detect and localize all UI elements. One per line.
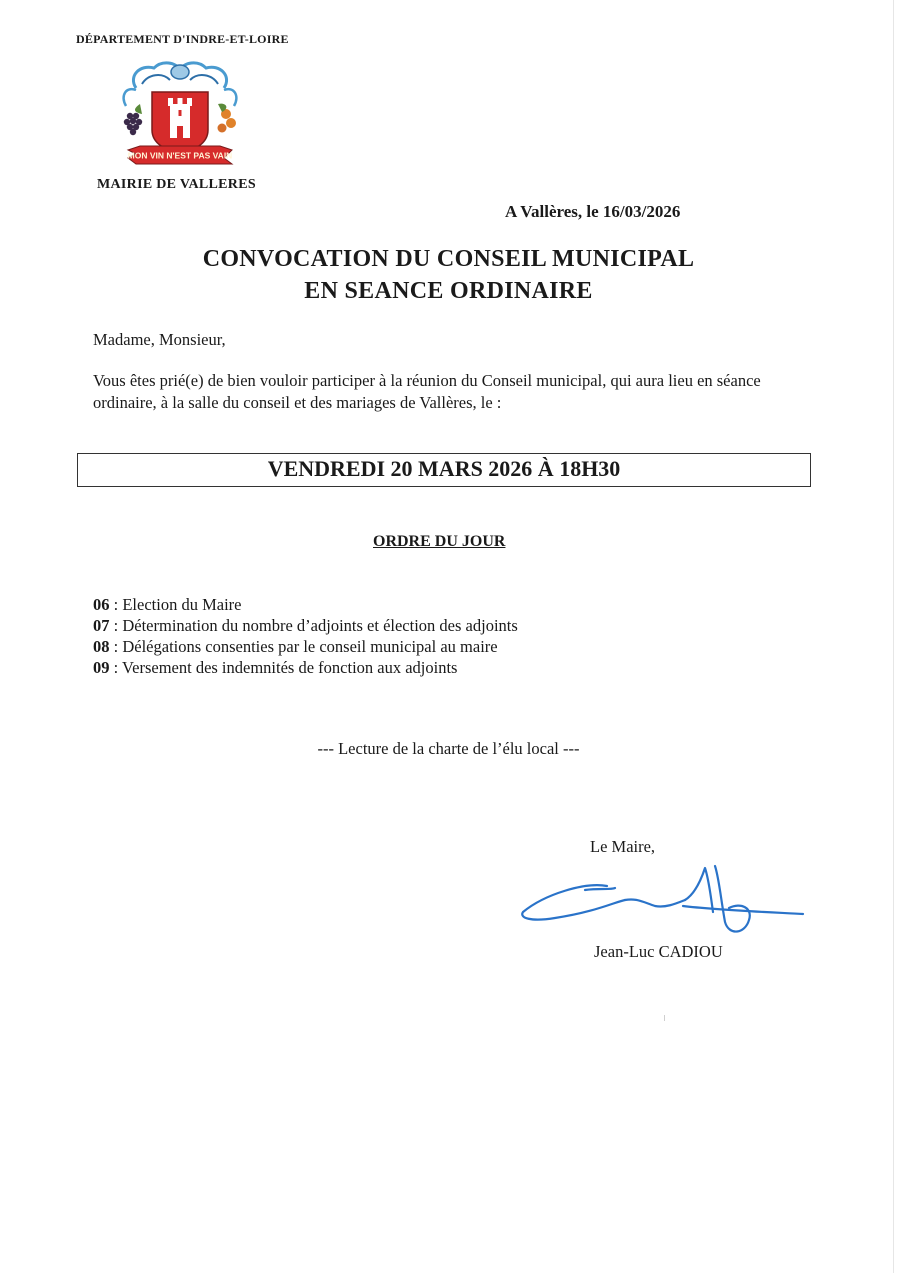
agenda-item xyxy=(93,594,518,615)
signatory-role: Le Maire, xyxy=(590,837,656,856)
meeting-datetime-box xyxy=(77,453,811,487)
crest-motto: MON VIN N'EST PAS VAIN xyxy=(127,150,233,161)
agenda-item-text: Versement des indemnités de fonction aux adjoints xyxy=(122,658,458,677)
salutation: Madame, Monsieur, xyxy=(93,330,226,349)
page-edge xyxy=(893,0,894,1273)
agenda-item-text: Election du Maire xyxy=(122,595,242,614)
agenda-item-separator: : xyxy=(109,616,123,635)
invitation-body: Vous êtes prié(e) de bien vouloir participer à la réunion du Conseil municipal, qui aura lieu en séance ordinaire, à la salle du conseil et des mariages de Vallères, le : xyxy=(93,371,761,412)
agenda-list xyxy=(93,594,518,678)
scan-speck xyxy=(664,1015,665,1021)
agenda-item-number: 09 xyxy=(93,658,110,677)
title-line-2: EN SEANCE ORDINAIRE xyxy=(304,278,593,304)
charter-reading-note: --- Lecture de la charte de l’élu local --- xyxy=(317,739,580,758)
signatory-name: Jean-Luc CADIOU xyxy=(594,942,723,961)
meeting-datetime: VENDREDI 20 MARS 2026 À 18H30 xyxy=(267,456,621,481)
department-label: DÉPARTEMENT D'INDRE-ET-LOIRE xyxy=(76,32,289,46)
agenda-item-number: 06 xyxy=(93,595,110,614)
agenda-item-separator: : xyxy=(109,595,123,614)
agenda-item-separator: : xyxy=(109,637,123,656)
agenda-item-text: Détermination du nombre d’adjoints et élection des adjoints xyxy=(122,616,518,635)
agenda-item-number: 07 xyxy=(93,616,110,635)
mairie-label: MAIRIE DE VALLERES xyxy=(97,177,256,192)
place-date: A Vallères, le 16/03/2026 xyxy=(505,202,681,221)
agenda-heading: ORDRE DU JOUR xyxy=(373,533,506,550)
coat-of-arms-icon xyxy=(118,58,242,166)
handwritten-signature xyxy=(515,860,810,940)
agenda-item-text: Délégations consenties par le conseil municipal au maire xyxy=(122,637,498,656)
agenda-item-number: 08 xyxy=(93,637,110,656)
title-line-1: CONVOCATION DU CONSEIL MUNICIPAL xyxy=(202,246,695,272)
agenda-item-separator: : xyxy=(109,658,123,677)
agenda-item xyxy=(93,615,518,636)
agenda-item xyxy=(93,657,518,678)
agenda-item xyxy=(93,636,518,657)
